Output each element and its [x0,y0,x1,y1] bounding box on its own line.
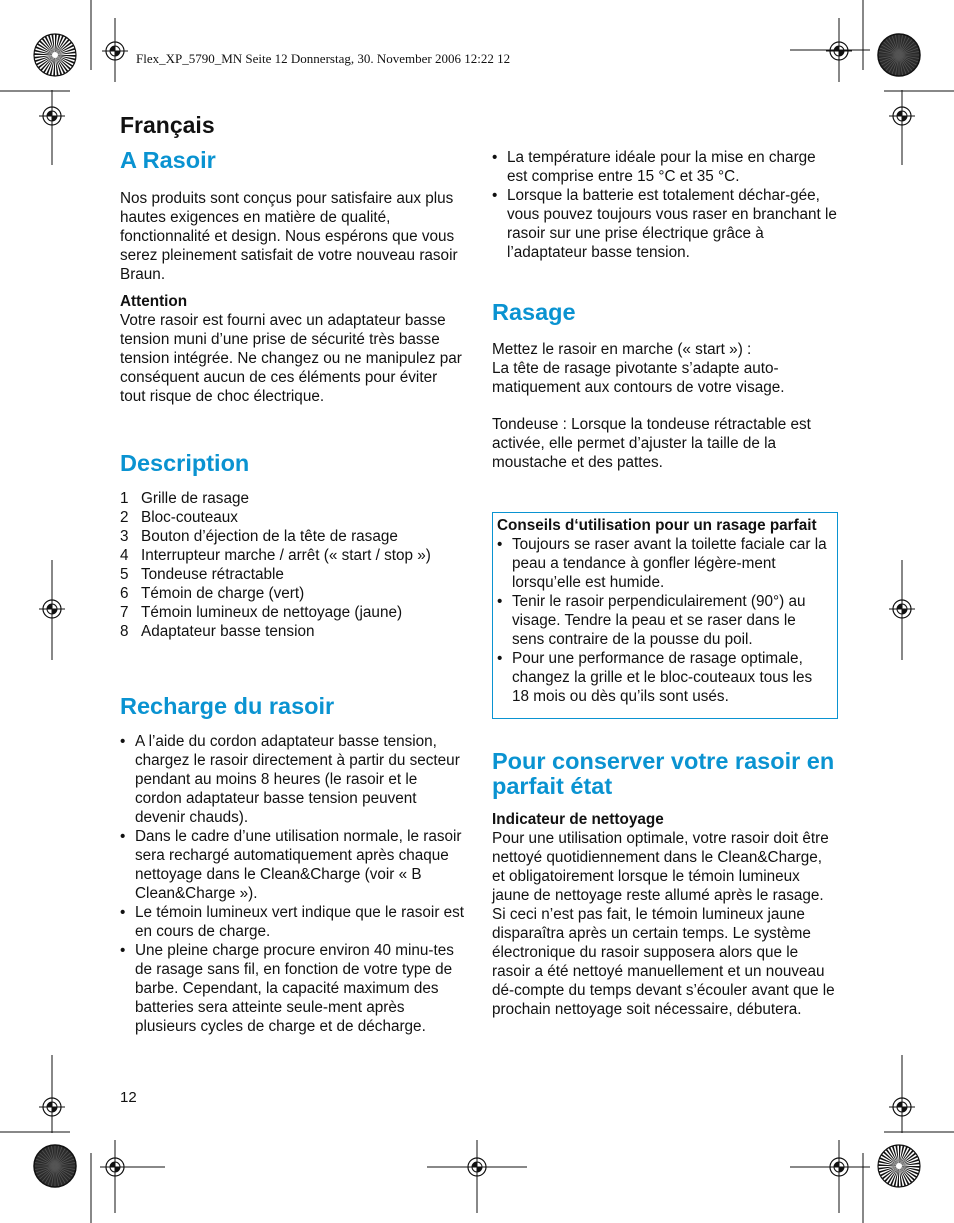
list-item: • Dans le cadre d’une utilisation normale, le rasoir sera rechargé automatiquement après chaque nettoyage dans le Clean&Charge (voir « B Clean&Charge »). [120,827,465,903]
list-item: • Toujours se raser avant la toilette faciale car la peau a tendance à gonfler légère-ment lorsqu’elle est humide. [497,535,831,592]
color-bar-mark [34,34,76,76]
description-item [120,489,465,508]
description-item [120,565,465,584]
list-item: • La température idéale pour la mise en charge est comprise entre 15 °C et 35 °C. [492,148,838,186]
color-bar-mark [878,1145,920,1187]
tips-list [497,535,831,706]
registration-mark [39,103,65,129]
item-number: 2 [120,509,129,526]
right-column [492,148,838,1019]
color-bar-mark [34,1145,76,1187]
registration-mark [464,1154,490,1180]
page-number: 12 [120,1089,137,1106]
item-number: 4 [120,547,129,564]
rasage-heading: Rasage [492,299,576,325]
list-item: • Une pleine charge procure environ 40 minu-tes de rasage sans fil, en fonction de votre type de barbe. Cependant, la capacité maximum des batteries sera atteinte seule-ment après plusieurs cycles de charge et de décharge. [120,941,465,1036]
list-item: • Lorsque la batterie est totalement déchar-gée, vous pouvez toujours vous raser en branchant le rasoir sur une prise électrique grâce à l’adaptateur basse tension. [492,186,838,262]
registration-mark [102,38,128,64]
list-item: • Tenir le rasoir perpendiculairement (90°) au visage. Tendre la peau et se raser dans le sens contraire de la pousse du poil. [497,592,831,649]
description-item [120,622,465,641]
item-number: 5 [120,566,129,583]
item-text: Interrupteur marche / arrêt (« start / stop ») [141,547,431,564]
cleaning-indicator-text: Pour une utilisation optimale, votre rasoir doit être nettoyé quotidiennement dans le Clean&Charge, et obligatoirement lorsque le témoin lumineux jaune de nettoyage reste allumé après le rasage. Si ceci n’est pas fait, le témoin lumineux jaune disparaîtra après un certain temps. Le système électronique du rasoir supposera alors que le rasoir a été nettoyé manuellement et un nouveau dé-compte du temps devant s’écouler avant que le prochain nettoyage soit nécessaire, débutera. [492,830,835,1018]
tips-box [492,512,838,719]
left-column [120,148,465,1036]
description-item [120,546,465,565]
registration-mark [39,1094,65,1120]
rasage-start-line: Mettez le rasoir en marche (« start ») : [492,341,752,358]
rasoir-heading: A Rasoir [120,147,216,173]
description-item [120,508,465,527]
rasoir-intro: Nos produits sont conçus pour satisfaire aux plus hautes exigences en matière de qualité, fonctionnalité et design. Nous espérons que vous serez pleinement satisfait de votre nouveau rasoir Braun. [120,190,458,283]
recharge-list [120,732,465,1036]
item-number: 3 [120,528,129,545]
recharge-heading: Recharge du rasoir [120,693,335,719]
registration-mark [102,1154,128,1180]
list-item: • A l’aide du cordon adaptateur basse tension, chargez le rasoir directement à partir du secteur pendant au moins 8 heures (le rasoir et le cordon adaptateur basse tension peuvent devenir chauds). [120,732,465,827]
tondeuse-text: Tondeuse : Lorsque la tondeuse rétractable est activée, elle permet d’ajuster la taille de la moustache et des pattes. [492,416,811,471]
rasage-head-text: La tête de rasage pivotante s’adapte auto-matiquement aux contours de votre visage. [492,360,785,396]
registration-mark [889,103,915,129]
description-item [120,603,465,622]
registration-mark [826,38,852,64]
item-number: 7 [120,604,129,621]
item-text: Grille de rasage [141,490,249,507]
attention-text: Votre rasoir est fourni avec un adaptateur basse tension muni d’une prise de sécurité très basse tension intégrée. Ne changez ou ne manipulez par conséquent aucun de ces éléments pour éviter tout risque de choc électrique. [120,312,462,405]
tips-title: Conseils d‘utilisation pour un rasage parfait [497,517,817,534]
attention-title: Attention [120,293,188,310]
item-number: 1 [120,490,129,507]
cleaning-indicator-title: Indicateur de nettoyage [492,811,664,828]
item-text: Bloc-couteaux [141,509,238,526]
item-text: Témoin lumineux de nettoyage (jaune) [141,604,403,621]
charge-conditions-list [492,148,838,262]
item-number: 6 [120,585,129,602]
print-header: Flex_XP_5790_MN Seite 12 Donnerstag, 30. November 2006 12:22 12 [136,51,511,66]
description-heading: Description [120,450,250,476]
registration-mark [39,596,65,622]
item-text: Bouton d’éjection de la tête de rasage [141,528,398,545]
registration-mark [889,1094,915,1120]
language-heading: Français [120,112,215,138]
registration-mark [826,1154,852,1180]
description-list [120,489,465,641]
care-heading: Pour conserver votre rasoir en parfait état [492,748,835,799]
list-item: • Le témoin lumineux vert indique que le rasoir est en cours de charge. [120,903,465,941]
registration-mark [889,596,915,622]
item-text: Adaptateur basse tension [141,623,315,640]
item-number: 8 [120,623,129,640]
description-item [120,527,465,546]
list-item: • Pour une performance de rasage optimale, changez la grille et le bloc-couteaux tous les 18 mois ou dès qu’ils sont usés. [497,649,831,706]
item-text: Tondeuse rétractable [141,566,284,583]
description-item [120,584,465,603]
color-bar-mark [878,34,920,76]
item-text: Témoin de charge (vert) [141,585,305,602]
